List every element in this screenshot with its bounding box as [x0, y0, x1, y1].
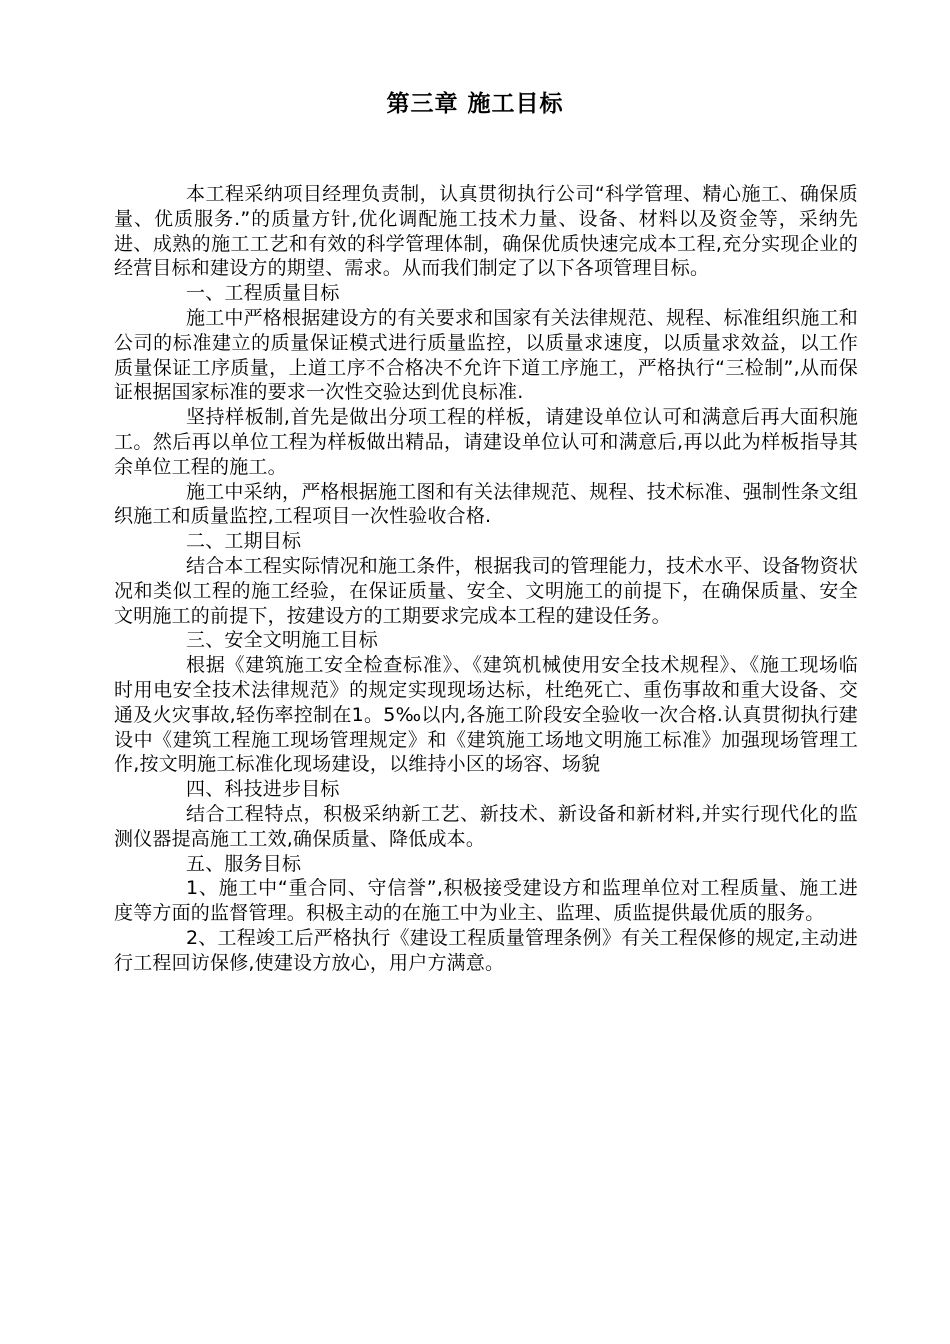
paragraph-technology: 结合工程特点，积极采纳新工艺、新技术、新设备和新材料,并实行现代化的监测仪器提高施工工效,确保质量、降低成本。: [114, 802, 858, 850]
section-heading-service: 五、服务目标: [186, 852, 302, 875]
document-body: [114, 182, 858, 976]
paragraph-quality-1: 施工中严格根据建设方的有关要求和国家有关法律规范、规程、标准组织施工和公司的标准建立的质量保证模式进行质量监控，以质量求速度，以质量求效益，以工作质量保证工序质量，上道工序不合格决不允许下道工序施工，严格执行“三检制”,从而保证根据国家标准的要求一次性交验达到优良标准.: [114, 306, 859, 404]
paragraph-service-2: 2、工程竣工后严格执行《建设工程质量管理条例》有关工程保修的规定,主动进行工程回访保修,使建设方放心，用户方满意。: [114, 926, 858, 974]
paragraph-quality-2: 坚持样板制,首先是做出分项工程的样板，请建设单位认可和满意后再大面积施工。然后再以单位工程为样板做出精品，请建设单位认可和满意后,再以此为样板指导其余单位工程的施工。: [114, 406, 858, 478]
paragraph-quality-3: 施工中采纳，严格根据施工图和有关法律规范、规程、技术标准、强制性条文组织施工和质量监控,工程项目一次性验收合格.: [114, 480, 859, 528]
section-heading-safety: 三、安全文明施工目标: [186, 629, 379, 652]
section-heading-quality: 一、工程质量目标: [186, 282, 340, 305]
section-heading-technology: 四、科技进步目标: [186, 778, 340, 801]
paragraph-schedule: 结合本工程实际情况和施工条件，根据我司的管理能力，技术水平、设备物资状况和类似工程的施工经验，在保证质量、安全、文明施工的前提下，在确保质量、安全文明施工的前提下，按建设方的工期要求完成本工程的建设任务。: [114, 554, 859, 627]
section-heading-schedule: 二、工期目标: [186, 530, 302, 553]
paragraph-intro: 本工程采纳项目经理负责制，认真贯彻执行公司“科学管理、精心施工、确保质量、优质服务.”的质量方针,优化调配施工技术力量、设备、材料以及资金等，采纳先进、成熟的施工工艺和有效的科学管理体制，确保优质快速完成本工程,充分实现企业的经营目标和建设方的期望、需求。从而我们制定了以下各项管理目标。: [114, 183, 858, 280]
paragraph-service-1: 1、施工中“重合同、守信誉”,积极接受建设方和监理单位对工程质量、施工进度等方面的监督管理。积极主动的在施工中为业主、监理、质监提供最优质的服务。: [114, 877, 858, 925]
paragraph-safety: 根据《建筑施工安全检查标准》、《建筑机械使用安全技术规程》、《施工现场临时用电安全技术法律规范》的规定实现现场达标，杜绝死亡、重伤事故和重大设备、交通及火灾事故,轻伤率控制在1。5‰以内,各施工阶段安全验收一次合格.认真贯彻执行建设中《建筑工程施工现场管理规定》和《建筑施工场地文明施工标准》加强现场管理工作,按文明施工标准化现场建设，以维持小区的场容、场貌: [114, 654, 858, 776]
page-title: 第三章 施工目标: [386, 91, 564, 117]
